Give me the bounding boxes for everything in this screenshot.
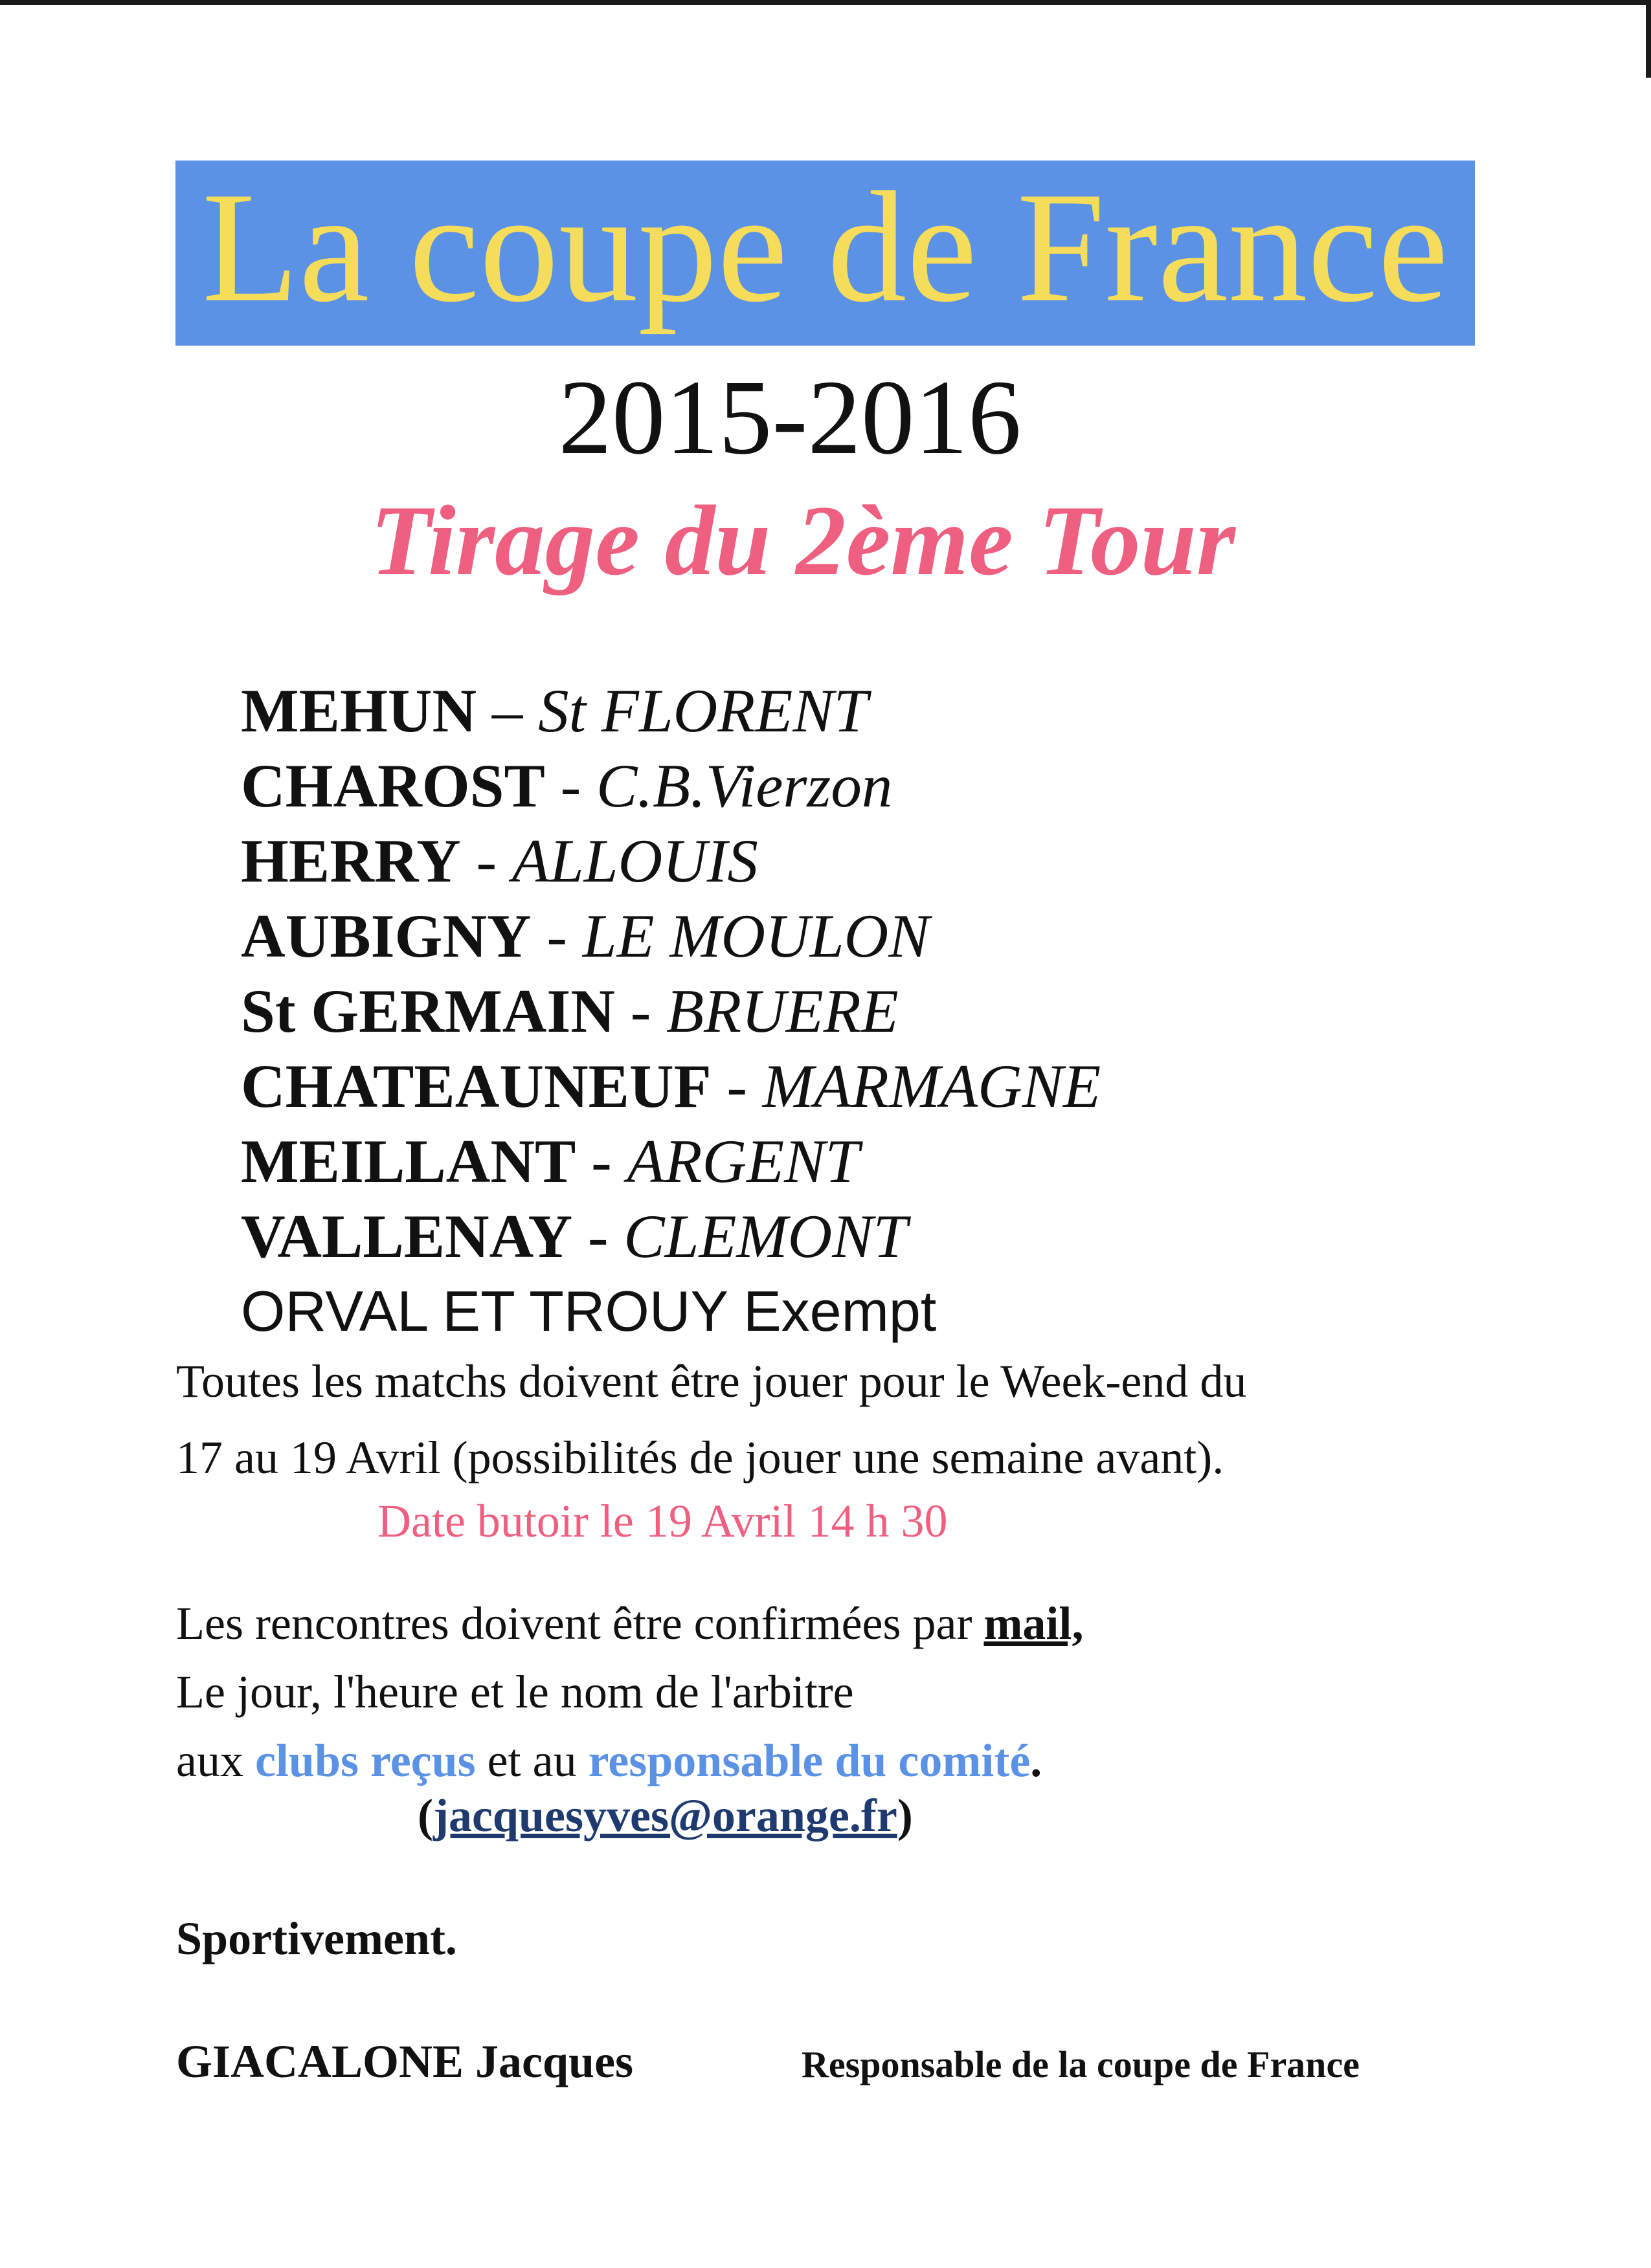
match-row [241,673,1600,748]
match-separator: - [460,827,512,895]
mail-emphasis: mail, [983,1597,1084,1649]
match-list [241,673,1600,1349]
match-row [241,973,1600,1049]
email-open-paren: ( [418,1790,433,1841]
away-team: MARMAGNE [762,1052,1101,1120]
away-team: BRUERE [666,977,899,1045]
home-team: MEHUN [241,676,477,745]
email-line [418,1780,913,1851]
home-team: HERRY [241,827,461,895]
exempt-team: ORVAL ET TROUY Exempt [241,1279,937,1343]
away-team: St FLORENT [538,676,868,745]
scan-border-top [0,0,1651,5]
match-row [241,1049,1600,1124]
confirm-line-1-text: Les rencontres doivent être confirmées par [176,1597,984,1649]
away-team: C.B.Vierzon [596,751,893,820]
signature-name: GIACALONE Jacques [176,2036,634,2087]
away-team: ARGENT [627,1127,860,1195]
confirm-line-3-mid: et au [475,1735,589,1786]
schedule-line-1: Toutes les matchs doivent être jouer pour le Week-end du [176,1355,1247,1407]
scan-border-right [1646,0,1651,78]
home-team: AUBIGNY [241,902,532,970]
home-team: CHATEAUNEUF [241,1052,712,1120]
confirm-line-2: Le jour, l'heure et le nom de l'arbitre [176,1666,854,1718]
signature-role: Responsable de la coupe de France [802,2043,1360,2085]
deadline-notice: Date butoir le 19 Avril 14 h 30 [377,1495,948,1547]
clubs-recus-highlight: clubs reçus [254,1735,476,1786]
home-team: CHAROST [241,751,545,820]
confirm-line-3-end: . [1030,1735,1042,1786]
match-separator: - [576,1127,627,1195]
match-separator: – [477,676,539,745]
match-separator: - [572,1202,624,1271]
match-separator: - [545,751,596,820]
draw-subtitle: Tirage du 2ème Tour [370,485,1236,596]
home-team: St GERMAIN [241,977,615,1045]
email-link[interactable]: jacquesyves@orange.fr [432,1790,897,1841]
match-row [241,823,1600,898]
document-title: La coupe de France [202,159,1448,335]
away-team: CLEMONT [623,1202,908,1271]
away-team: LE MOULON [582,902,930,970]
away-team: ALLOUIS [511,827,758,895]
schedule-info [176,1343,1246,1496]
match-separator: - [711,1052,763,1120]
schedule-line-2: 17 au 19 Avril (possibilités de jouer une semaine avant). [176,1432,1224,1484]
confirm-line-3-prefix: aux [176,1735,255,1786]
match-row [241,898,1600,973]
match-separator: - [531,902,583,970]
match-row [241,1199,1600,1274]
match-separator: - [614,977,667,1045]
home-team: VALLENAY [241,1202,573,1271]
responsable-highlight: responsable du comité [588,1735,1031,1786]
email-close-paren: ) [897,1790,913,1841]
match-row [241,1124,1600,1199]
match-row [241,748,1600,823]
confirmation-info [176,1589,1083,1795]
closing-greeting: Sportivement. [176,1913,457,1964]
home-team: MEILLANT [241,1127,576,1195]
season-year: 2015-2016 [558,358,1022,476]
